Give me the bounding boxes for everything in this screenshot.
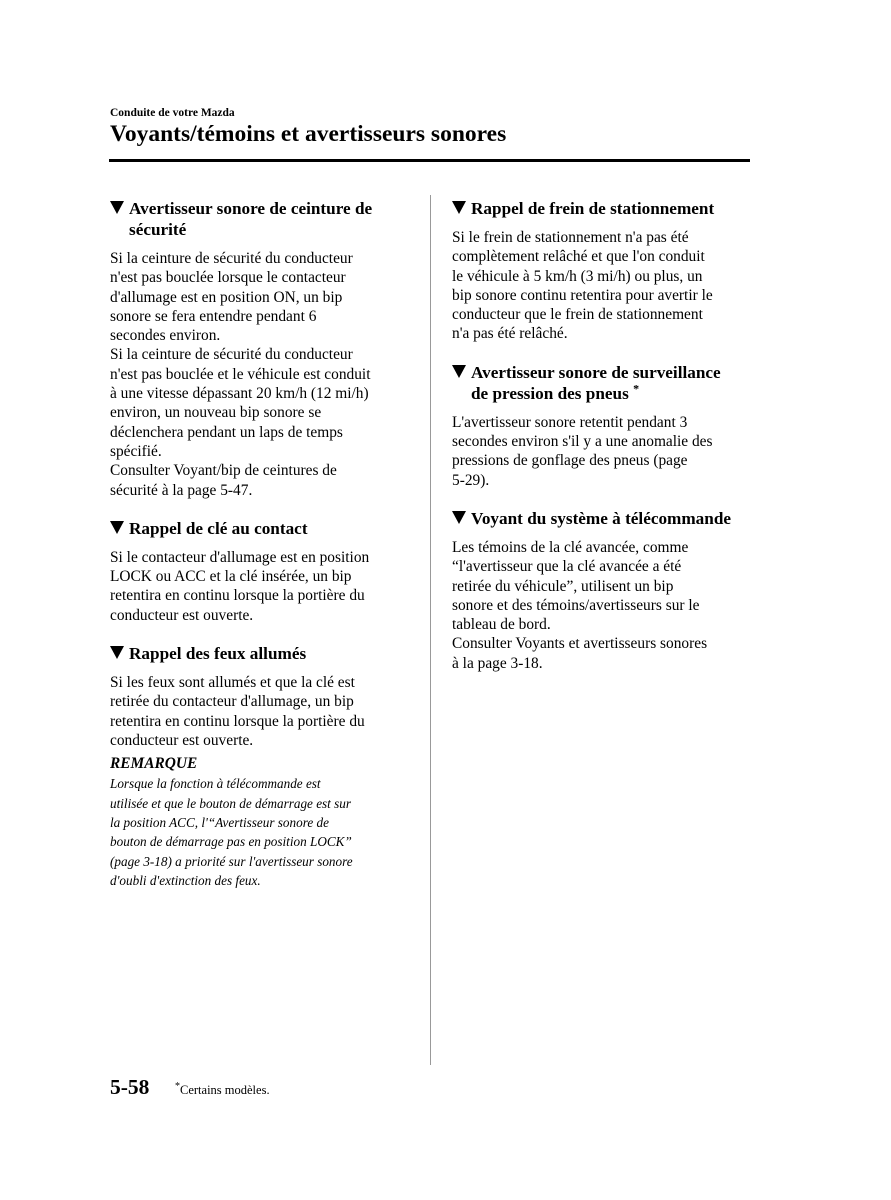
text-line: n'est pas bouclée et le véhicule est conduit: [110, 365, 371, 383]
tire-pressure-heading: [452, 362, 752, 404]
tire-pressure-heading-line1: Avertisseur sonore de surveillance: [471, 362, 721, 382]
tire-pressure-body: [452, 413, 752, 490]
text-line: sonore et des témoins/avertisseurs sur le: [452, 596, 700, 614]
remote-system-body: [452, 538, 752, 673]
text-line: spécifié.: [110, 442, 162, 460]
left-column: [110, 198, 410, 891]
right-column: [452, 198, 752, 691]
text-line: retentira en continu lorsque la portière du: [110, 587, 365, 605]
text-line: à une vitesse dépassant 20 km/h (12 mi/h): [110, 385, 369, 403]
key-reminder-heading: [110, 518, 410, 539]
triangle-bullet-icon: [452, 365, 466, 378]
lights-reminder-heading: [110, 643, 410, 664]
triangle-bullet-icon: [110, 201, 124, 214]
triangle-bullet-icon: [110, 646, 124, 659]
footnote: [175, 1080, 270, 1098]
text-line: déclenchera pendant un laps de temps: [110, 423, 343, 441]
lights-reminder-section: [110, 643, 410, 891]
text-line: retirée du contacteur d'allumage, un bip: [110, 693, 354, 711]
text-line: complètement relâché et que l'on conduit: [452, 248, 705, 266]
text-line: bip sonore continu retentira pour avertir le: [452, 286, 713, 304]
text-line: Si les feux sont allumés et que la clé est: [110, 674, 355, 692]
seatbelt-body: [110, 249, 410, 500]
text-line: utilisée et que le bouton de démarrage est sur: [110, 795, 351, 811]
text-line: sécurité à la page 5-47.: [110, 481, 253, 499]
text-line: L'avertisseur sonore retentit pendant 3: [452, 413, 688, 431]
parking-brake-heading: [452, 198, 752, 219]
key-reminder-body: [110, 548, 410, 625]
title-rule: [109, 159, 750, 162]
text-line: Lorsque la fonction à télécommande est: [110, 776, 321, 792]
seatbelt-section: [110, 198, 410, 500]
tire-pressure-heading-line2: de pression des pneus: [471, 383, 629, 403]
text-line: secondes environ.: [110, 327, 221, 345]
text-line: le véhicule à 5 km/h (3 mi/h) ou plus, un: [452, 267, 703, 285]
text-line: tableau de bord.: [452, 616, 551, 634]
text-line: Si le frein de stationnement n'a pas été: [452, 229, 689, 246]
note-title: REMARQUE: [110, 755, 198, 773]
seatbelt-heading: [110, 198, 410, 240]
remote-system-heading-text: Voyant du système à télécommande: [471, 508, 732, 528]
text-line: conducteur que le frein de stationnement: [452, 306, 703, 324]
triangle-bullet-icon: [452, 201, 466, 214]
text-line: conducteur est ouverte.: [110, 731, 254, 749]
text-line: 5-29).: [452, 471, 490, 489]
text-line: sonore se fera entendre pendant 6: [110, 307, 317, 325]
triangle-bullet-icon: [452, 511, 466, 524]
text-line: n'est pas bouclée lorsque le contacteur: [110, 269, 346, 287]
text-line: n'a pas été relâché.: [452, 325, 568, 343]
section-label: Conduite de votre Mazda: [110, 107, 235, 119]
seatbelt-heading-line1: Avertisseur sonore de ceinture de: [129, 199, 373, 218]
text-line: Si le contacteur d'allumage est en position: [110, 548, 370, 566]
text-line: la position ACC, l'“Avertisseur sonore de: [110, 815, 329, 831]
text-line: retirée du véhicule”, utilisent un bip: [452, 577, 674, 595]
text-line: à la page 3-18.: [452, 654, 543, 672]
remote-system-heading: [452, 508, 752, 529]
asterisk-icon: *: [175, 1080, 180, 1092]
text-line: Consulter Voyants et avertisseurs sonores: [452, 635, 708, 653]
parking-brake-section: [452, 198, 752, 344]
seatbelt-heading-line2: sécurité: [129, 220, 187, 239]
text-line: pressions de gonflage des pneus (page: [452, 452, 688, 470]
asterisk-icon: *: [633, 381, 640, 396]
triangle-bullet-icon: [110, 521, 124, 534]
key-reminder-heading-text: Rappel de clé au contact: [129, 518, 308, 538]
page-number: 5-58: [110, 1075, 150, 1099]
text-line: environ, un nouveau bip sonore se: [110, 404, 322, 422]
text-line: Si la ceinture de sécurité du conducteur: [110, 250, 353, 267]
key-reminder-section: [110, 518, 410, 625]
text-line: Consulter Voyant/bip de ceintures de: [110, 462, 337, 480]
text-line: d'oubli d'extinction des feux.: [110, 873, 261, 889]
text-line: conducteur est ouverte.: [110, 606, 254, 624]
text-line: (page 3-18) a priorité sur l'avertisseur sonore: [110, 853, 353, 869]
text-line: LOCK ou ACC et la clé insérée, un bip: [110, 568, 352, 586]
lights-reminder-body: [110, 673, 410, 750]
parking-brake-heading-text: Rappel de frein de stationnement: [471, 199, 715, 218]
lights-reminder-heading-text: Rappel des feux allumés: [129, 644, 307, 664]
text-line: Les témoins de la clé avancée, comme: [452, 538, 689, 556]
footnote-text: Certains modèles.: [180, 1083, 270, 1097]
text-line: retentira en continu lorsque la portière du: [110, 712, 365, 730]
note-body: [110, 774, 410, 890]
text-line: Si la ceinture de sécurité du conducteur: [110, 346, 353, 364]
text-line: secondes environ s'il y a une anomalie des: [452, 433, 713, 451]
tire-pressure-section: [452, 362, 752, 490]
text-line: d'allumage est en position ON, un bip: [110, 288, 343, 306]
remote-system-section: [452, 508, 752, 673]
parking-brake-body: [452, 228, 752, 344]
column-divider: [430, 195, 431, 1065]
text-line: bouton de démarrage pas en position LOCK”: [110, 834, 352, 850]
text-line: “l'avertisseur que la clé avancée a été: [452, 558, 682, 576]
page-title: Voyants/témoins et avertisseurs sonores: [110, 121, 507, 147]
